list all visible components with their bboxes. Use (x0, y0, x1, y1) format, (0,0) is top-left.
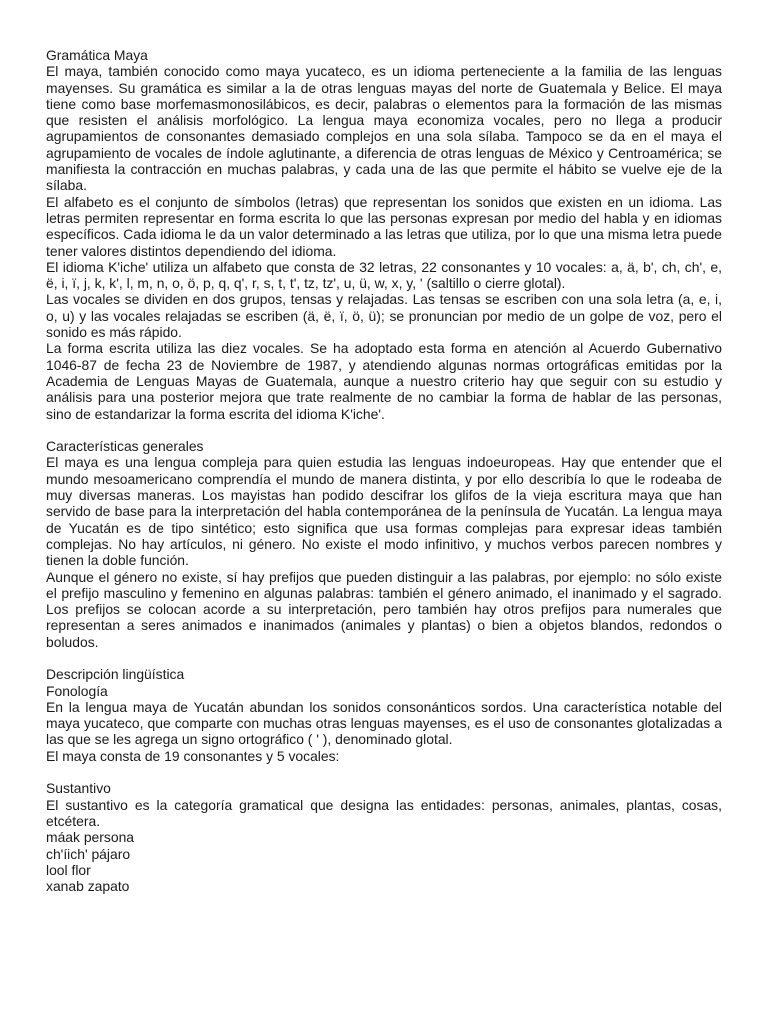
section-subheading: Fonología (46, 682, 108, 699)
paragraph: En la lengua maya de Yucatán abundan los sonidos consonánticos sordos. Una característica notable del maya yucateco, que comparte con muchas otras lenguas mayenses, es el uso de consonantes glotalizadas a las que se les agrega un signo ortográfico ( ' ), denominado glotal. (46, 698, 722, 748)
paragraph: Aunque el género no existe, sí hay prefijos que pueden distinguir a las palabras, por ejemplo: no sólo existe el prefijo masculino y femenino en algunas palabras: también el género animado, el inanimado y el sagrado. Los prefijos se colocan acorde a su interpretación, pero también hay otros prefijos para numerales que representan a seres animados e inanimados (animales y plantas) o bien a objetos blandos, redondos o boludos. (46, 568, 722, 650)
paragraph: La forma escrita utiliza las diez vocales. Se ha adoptado esta forma en atención al Acuerdo Gubernativo 1046-87 de fecha 23 de Noviembre de 1987, y atendiendo algunas normas ortográficas emitidas por la Academia de Lenguas Mayas de Guatemala, aunque a nuestro criterio hay que seguir con su estudio y análisis para una posterior mejora que trate realmente de no cambiar la forma de hablar de las personas, sino de estandarizar la forma escrita del idioma K'iche'. (46, 340, 722, 422)
section-heading: Gramática Maya (46, 47, 148, 63)
section-sustantivo (46, 780, 722, 894)
section-descripcion-linguistica (46, 666, 722, 764)
example-line: lool flor (46, 861, 91, 878)
paragraph: El alfabeto es el conjunto de símbolos (letras) que representan los sonidos que existen en un idioma. Las letras permiten representar en forma escrita lo que las personas expresan por medio del habla y en idiomas específicos. Cada idioma le da un valor determinado a las letras que utiliza, por lo que una misma letra puede tener valores distintos dependiendo del idioma. (46, 193, 722, 259)
section-heading: Características generales (46, 438, 204, 455)
section-heading: Descripción lingüística (46, 666, 185, 683)
example-line: ch'íich' pájaro (46, 845, 131, 862)
paragraph: El sustantivo es la categoría gramatical que designa las entidades: personas, animales, plantas, cosas, etcétera. (46, 796, 722, 829)
paragraph: El idioma K'iche' utiliza un alfabeto que consta de 32 letras, 22 consonantes y 10 vocales: a, ä, b', ch, ch', e, ë, i, ï, j, k, k', l, m, n, o, ö, p, q, q', r, s, t, t', tz, tz', u, ü, w, x, y, ' (saltillo o cierre glotal). (46, 258, 722, 292)
example-line: xanab zapato (46, 878, 130, 895)
section-heading: Sustantivo (46, 780, 111, 797)
document-page (46, 47, 722, 894)
paragraph: El maya, también conocido como maya yucateco, es un idioma perteneciente a la familia de las lenguas mayenses. Su gramática es similar a la de otras lenguas mayas del norte de Guatemala y Belice. El maya tiene como base morfemasmonosilábicos, es decir, palabras o elementos para la formación de las mismas que resisten el análisis morfológico. La lengua maya economiza vocales, pero no llega a producir agrupamientos de consonantes demasiado complejos en una sola sílaba. Tampoco se da en el maya el agrupamiento de vocales de índole aglutinante, a diferencia de otras lenguas de México y Centroamérica; se manifiesta la contracción en muchas palabras, y cada una de las que permite el hábito se vuelve eje de la sílaba. (46, 63, 722, 194)
paragraph: El maya es una lengua compleja para quien estudia las lenguas indoeuropeas. Hay que entender que el mundo mesoamericano comprendía el mundo de manera distinta, y por ello describía lo que le rodeaba de muy diversas maneras. Los mayistas han podido descifrar los glifos de la vieja escritura maya que han servido de base para la interpretación del habla contemporánea de la península de Yucatán. La lengua maya de Yucatán es de tipo sintético; esto significa que usa formas complejas para expresar ideas también complejas. No hay artículos, ni género. No existe el modo infinitivo, y muchos verbos parecen nombres y tienen la doble función. (46, 454, 722, 569)
section-gramatica-maya (46, 47, 722, 422)
example-line: máak persona (46, 829, 135, 846)
section-caracteristicas-generales (46, 438, 722, 650)
paragraph: Las vocales se dividen en dos grupos, tensas y relajadas. Las tensas se escriben con una sola letra (a, e, i, o, u) y las vocales relajadas se escriben (ä, ë, ï, ö, ü); se pronuncian por medio de un golpe de voz, pero el sonido es más rápido. (46, 291, 722, 341)
paragraph: El maya consta de 19 consonantes y 5 vocales: (46, 747, 340, 764)
